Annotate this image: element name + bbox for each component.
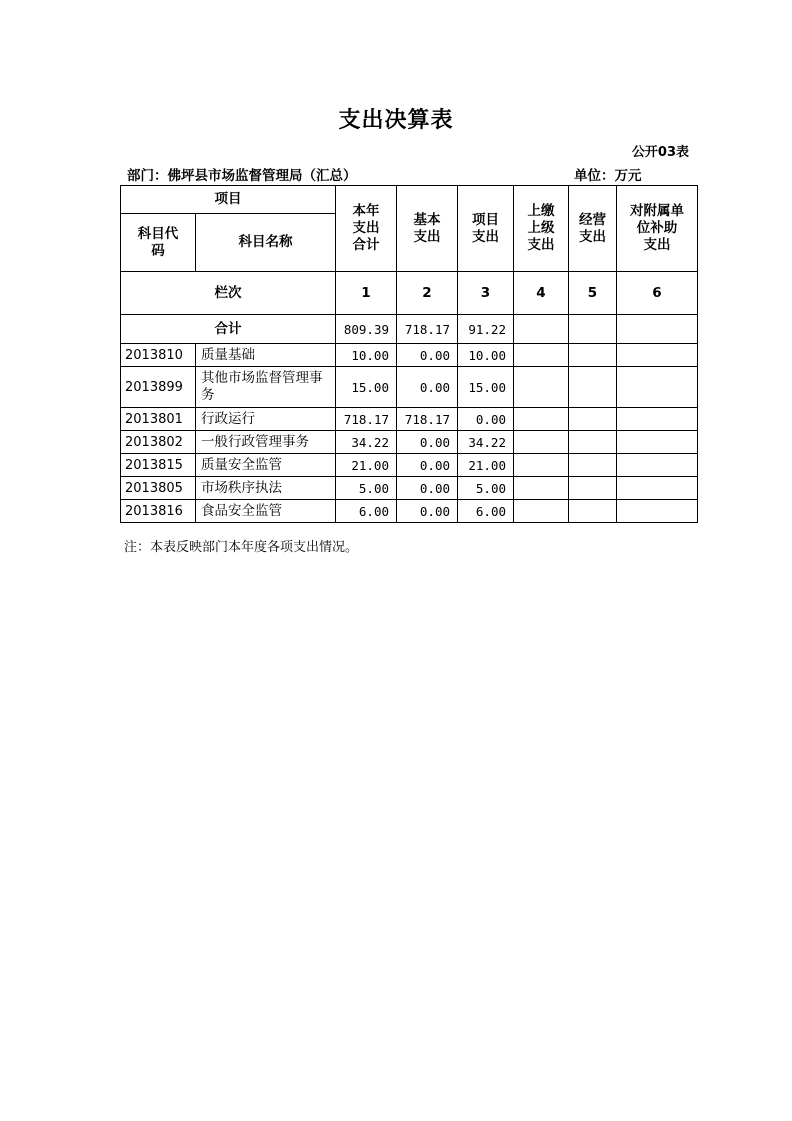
cell-total: 5.00	[336, 477, 397, 500]
cell-upper	[514, 344, 569, 367]
total-row	[121, 315, 698, 344]
total-business	[569, 315, 617, 344]
col-num: 1	[336, 272, 397, 315]
header-business: 经营 支出	[569, 186, 617, 272]
cell-business	[569, 344, 617, 367]
expenditure-table	[120, 185, 698, 523]
header-row	[121, 186, 698, 214]
total-subsidy	[617, 315, 698, 344]
cell-upper	[514, 500, 569, 523]
cell-code: 2013810	[121, 344, 196, 367]
cell-basic: 0.00	[397, 454, 458, 477]
cell-code: 2013805	[121, 477, 196, 500]
col-num: 5	[569, 272, 617, 315]
table-row	[121, 431, 698, 454]
col-num: 2	[397, 272, 458, 315]
cell-business	[569, 477, 617, 500]
cell-proj: 34.22	[458, 431, 514, 454]
cell-proj: 10.00	[458, 344, 514, 367]
cell-name: 一般行政管理事务	[196, 431, 336, 454]
cell-code: 2013802	[121, 431, 196, 454]
cell-business	[569, 408, 617, 431]
cell-subsidy	[617, 431, 698, 454]
cell-proj: 6.00	[458, 500, 514, 523]
col-num: 3	[458, 272, 514, 315]
cell-proj: 21.00	[458, 454, 514, 477]
table-row	[121, 500, 698, 523]
cell-name: 质量安全监管	[196, 454, 336, 477]
cell-total: 10.00	[336, 344, 397, 367]
header-basic: 基本 支出	[397, 186, 458, 272]
cell-code: 2013899	[121, 367, 196, 408]
cell-proj: 5.00	[458, 477, 514, 500]
cell-basic: 0.00	[397, 477, 458, 500]
cell-business	[569, 367, 617, 408]
cell-upper	[514, 408, 569, 431]
cell-code: 2013801	[121, 408, 196, 431]
column-order-row	[121, 272, 698, 315]
cell-upper	[514, 367, 569, 408]
cell-total: 718.17	[336, 408, 397, 431]
cell-name: 其他市场监督管理事务	[196, 367, 336, 408]
cell-subsidy	[617, 477, 698, 500]
cell-business	[569, 431, 617, 454]
cell-upper	[514, 431, 569, 454]
table-row	[121, 367, 698, 408]
col-num: 6	[617, 272, 698, 315]
table-row	[121, 454, 698, 477]
page-title: 支出决算表	[338, 108, 454, 133]
cell-total: 21.00	[336, 454, 397, 477]
col-num: 4	[514, 272, 569, 315]
table-row	[121, 408, 698, 431]
cell-business	[569, 500, 617, 523]
header-proj: 项目 支出	[458, 186, 514, 272]
cell-name: 食品安全监管	[196, 500, 336, 523]
cell-name: 行政运行	[196, 408, 336, 431]
cell-name: 市场秩序执法	[196, 477, 336, 500]
cell-subsidy	[617, 500, 698, 523]
footnote: 注：本表反映部门本年度各项支出情况。	[124, 540, 359, 555]
header-project: 项目	[121, 186, 336, 214]
header-total: 本年 支出 合计	[336, 186, 397, 272]
cell-total: 6.00	[336, 500, 397, 523]
unit-label: 单位：万元	[574, 168, 642, 184]
cell-name: 质量基础	[196, 344, 336, 367]
header-upper: 上缴 上级 支出	[514, 186, 569, 272]
cell-basic: 0.00	[397, 500, 458, 523]
header-code: 科目代 码	[121, 214, 196, 272]
cell-subsidy	[617, 454, 698, 477]
total-total: 809.39	[336, 315, 397, 344]
cell-subsidy	[617, 344, 698, 367]
department-label: 部门：佛坪县市场监督管理局（汇总）	[127, 168, 357, 184]
table-row	[121, 344, 698, 367]
cell-basic: 0.00	[397, 344, 458, 367]
total-upper	[514, 315, 569, 344]
cell-basic: 718.17	[397, 408, 458, 431]
cell-business	[569, 454, 617, 477]
column-order-label: 栏次	[121, 272, 336, 315]
total-basic: 718.17	[397, 315, 458, 344]
cell-code: 2013815	[121, 454, 196, 477]
cell-proj: 0.00	[458, 408, 514, 431]
cell-total: 34.22	[336, 431, 397, 454]
cell-code: 2013816	[121, 500, 196, 523]
cell-proj: 15.00	[458, 367, 514, 408]
cell-basic: 0.00	[397, 431, 458, 454]
table-row	[121, 477, 698, 500]
cell-upper	[514, 454, 569, 477]
form-number: 公开03表	[631, 145, 689, 160]
cell-subsidy	[617, 367, 698, 408]
cell-total: 15.00	[336, 367, 397, 408]
cell-subsidy	[617, 408, 698, 431]
cell-upper	[514, 477, 569, 500]
header-subsidy: 对附属单 位补助 支出	[617, 186, 698, 272]
header-name: 科目名称	[196, 214, 336, 272]
total-label: 合计	[121, 315, 336, 344]
total-proj: 91.22	[458, 315, 514, 344]
cell-basic: 0.00	[397, 367, 458, 408]
